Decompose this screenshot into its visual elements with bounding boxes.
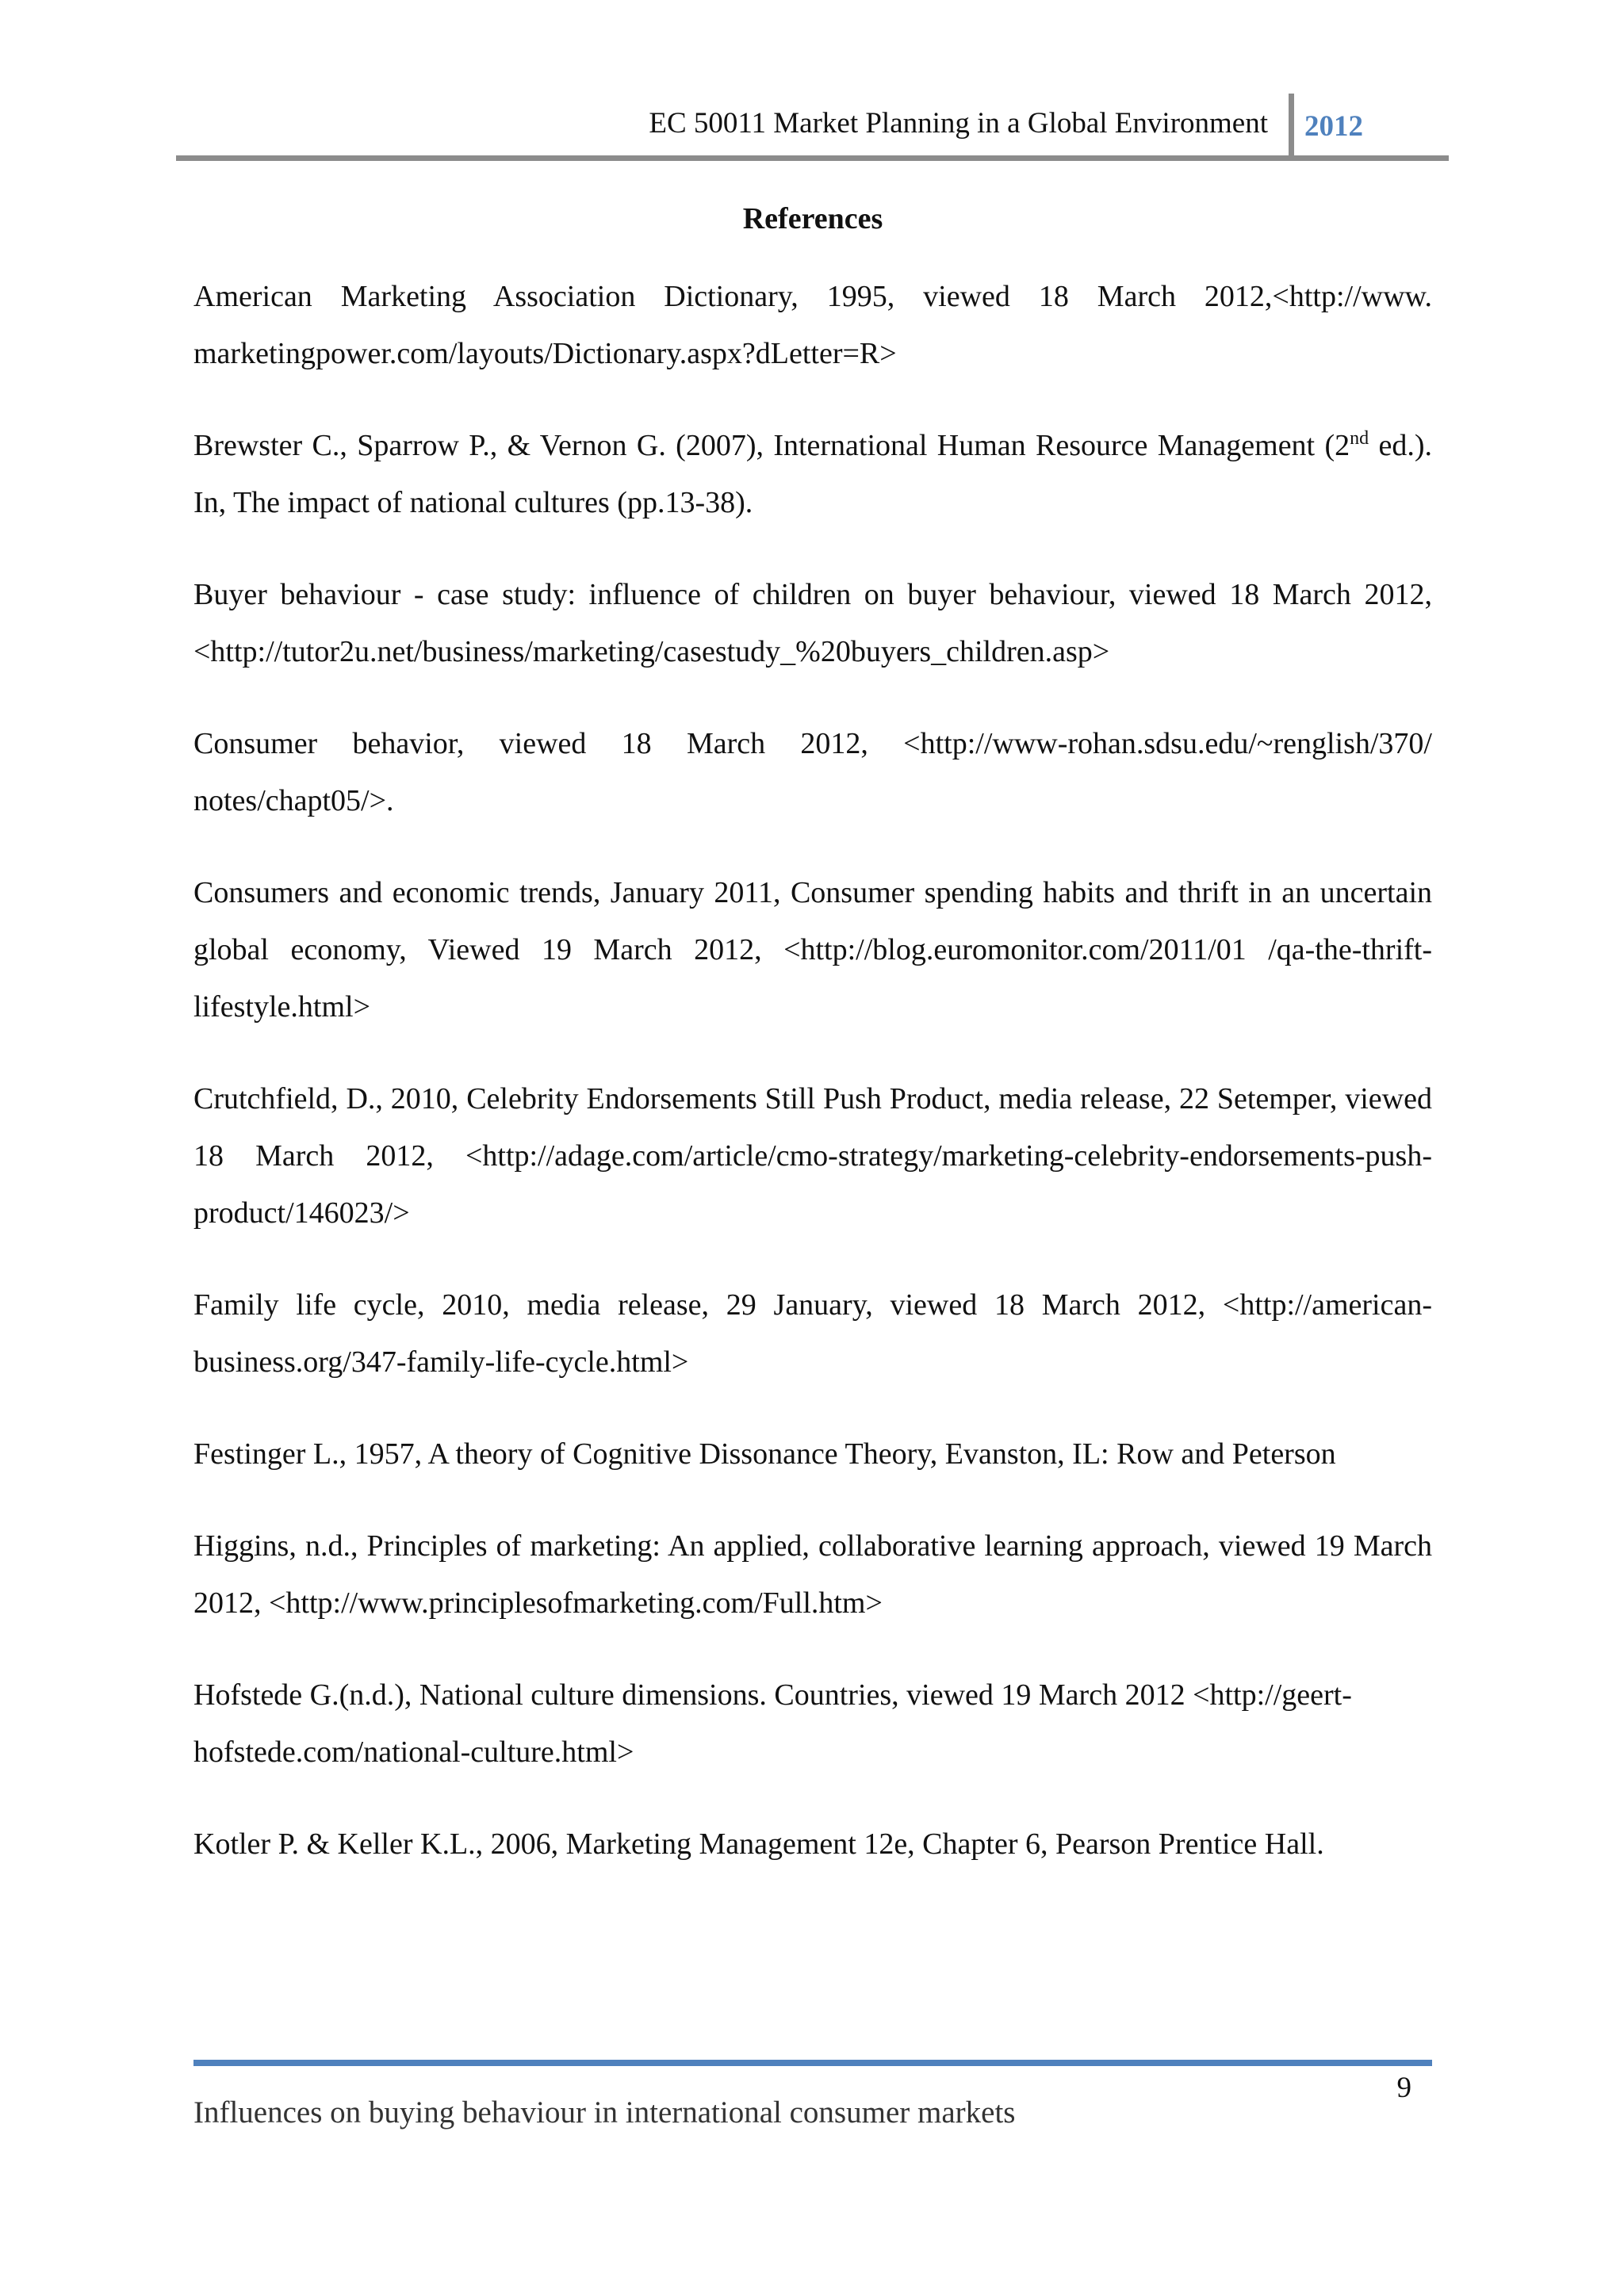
reference-entry: Crutchfield, D., 2010, Celebrity Endorsements Still Push Product, media release, 22 Setemper, viewed 18 March 2012, <http://adage.com/article/cmo-strategy/marketing-celebrity-endorsements-push-product/146023/> xyxy=(193,1082,1432,1230)
page-header xyxy=(176,94,1449,160)
footer-document-title: Influences on buying behaviour in international consumer markets xyxy=(193,2095,1016,2130)
reference-entry: Consumer behavior, viewed 18 March 2012, <http://www-rohan.sdsu.edu/~renglish/370/ notes/chapt05/>. xyxy=(193,727,1432,817)
references-heading: References xyxy=(742,202,883,235)
reference-entry: Festinger L., 1957, A theory of Cognitive Dissonance Theory, Evanston, IL: Row and Peterson xyxy=(193,1437,1336,1471)
reference-entry: Higgins, n.d., Principles of marketing: An applied, collaborative learning approach, viewed 19 March 2012, <http://www.principlesofmarketing.com/Full.htm> xyxy=(193,1529,1432,1620)
header-course-title: EC 50011 Market Planning in a Global Environment xyxy=(649,107,1268,140)
reference-text: Brewster C., Sparrow P., & Vernon G. (2007), International Human Resource Management (2 xyxy=(193,429,1350,462)
reference-entry: Family life cycle, 2010, media release, 29 January, viewed 18 March 2012, <http://american-business.org/347-family-life-cycle.html> xyxy=(193,1288,1432,1379)
references-section xyxy=(193,190,1432,1873)
header-rule xyxy=(176,155,1449,161)
reference-entry xyxy=(193,417,1432,531)
reference-list xyxy=(193,268,1432,1873)
reference-text: ed.). In, The impact of national cultures (pp.13-38). xyxy=(193,429,1432,519)
reference-entry: Kotler P. & Keller K.L., 2006, Marketing Management 12e, Chapter 6, Pearson Prentice Hall. xyxy=(193,1827,1324,1861)
reference-entry: American Marketing Association Dictionary, 1995, viewed 18 March 2012,<http://www. marketingpower.com/layouts/Dictionary.aspx?dLetter=R> xyxy=(193,280,1432,370)
header-divider xyxy=(1289,94,1294,155)
footer-rule xyxy=(193,2060,1432,2066)
reference-entry: Hofstede G.(n.d.), National culture dimensions. Countries, viewed 19 March 2012 <http://geert-hofstede.com/national-culture.html> xyxy=(193,1678,1352,1769)
page-number: 9 xyxy=(1396,2072,1411,2104)
header-year: 2012 xyxy=(1304,110,1363,143)
superscript-ordinal: nd xyxy=(1350,428,1369,449)
reference-entry: Consumers and economic trends, January 2011, Consumer spending habits and thrift in an uncertain global economy, Viewed 19 March 2012, <http://blog.euromonitor.com/2011/01 /qa-the-thrift-lifestyle.html> xyxy=(193,876,1432,1024)
reference-entry: Buyer behaviour - case study: influence of children on buyer behaviour, viewed 18 March 2012, <http://tutor2u.net/business/marketing/casestudy_%20buyers_children.asp> xyxy=(193,578,1432,668)
